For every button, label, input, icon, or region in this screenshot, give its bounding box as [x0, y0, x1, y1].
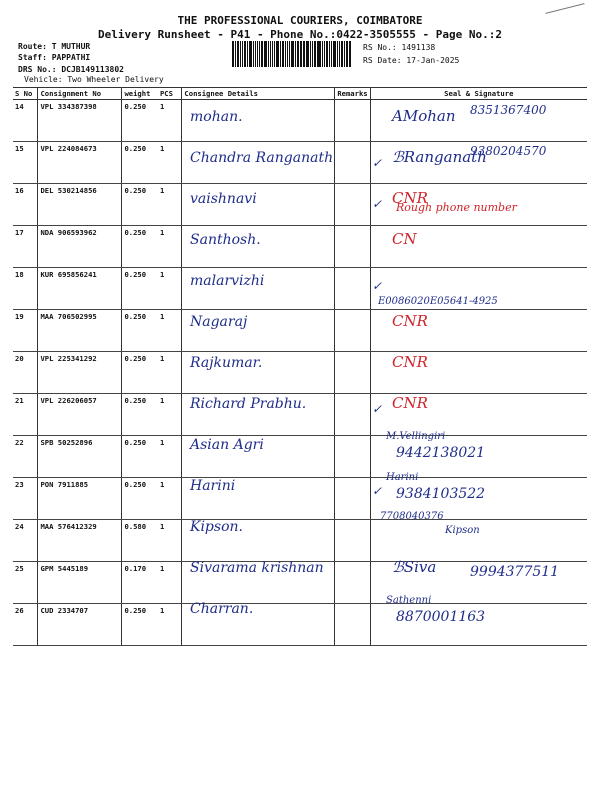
row-consignment-no: MAA 576412329: [38, 520, 122, 562]
barcode-bar: [306, 41, 309, 67]
row-pcs: 1: [158, 478, 182, 520]
vehicle-label: Vehicle: Two Wheeler Delivery: [24, 75, 164, 84]
row-consignment-no: GPM 5445189: [38, 562, 122, 604]
route-label: Route: T MUTHUR: [18, 42, 91, 51]
col-sno: S No: [13, 88, 38, 100]
row-sno: 15: [13, 142, 38, 184]
row-consignment-no: PON 7911885: [38, 478, 122, 520]
col-consignment: Consignment No: [38, 88, 122, 100]
barcode-bar: [331, 41, 333, 67]
row-sno: 19: [13, 310, 38, 352]
signature-primary: CNR: [392, 394, 428, 412]
row-consignment-no: VPL 225341292: [38, 352, 122, 394]
row-remarks-cell: [335, 142, 370, 184]
row-weight: 0.250: [122, 184, 158, 226]
table-row: [13, 268, 587, 310]
row-pcs: 1: [158, 520, 182, 562]
barcode-bar: [300, 41, 301, 67]
signature-secondary: Rough phone number: [396, 201, 517, 214]
remark-checkmark: ✓: [372, 402, 383, 416]
row-sno: 20: [13, 352, 38, 394]
handwritten-consignee: malarvizhi: [190, 273, 265, 289]
row-weight: 0.250: [122, 100, 158, 142]
barcode-bar: [235, 41, 236, 67]
barcode-bar: [318, 41, 321, 67]
barcode-bar: [295, 41, 296, 67]
row-consignment-no: DEL 530214856: [38, 184, 122, 226]
barcode-bar: [232, 41, 234, 67]
signature-secondary: 9384103522: [396, 486, 486, 502]
barcode-bar: [349, 41, 351, 67]
row-remarks-cell: [335, 310, 370, 352]
handwritten-consignee: Chandra Ranganath: [190, 150, 334, 166]
barcode-bar: [276, 41, 279, 67]
table-row: [13, 310, 587, 352]
row-remarks-cell: [335, 352, 370, 394]
company-title: THE PROFESSIONAL COURIERS, COIMBATORE: [177, 14, 423, 27]
remark-checkmark: ✓: [372, 156, 383, 170]
row-weight: 0.580: [122, 520, 158, 562]
row-pcs: 1: [158, 142, 182, 184]
signature-secondary: 9380204570: [470, 144, 547, 158]
barcode-bar: [280, 41, 281, 67]
row-consignment-no: VPL 334387398: [38, 100, 122, 142]
row-remarks-cell: [335, 226, 370, 268]
corner-pen-mark: [545, 3, 584, 14]
barcode-bar: [287, 41, 288, 67]
row-remarks-cell: [335, 436, 370, 478]
barcode-bar: [268, 41, 269, 67]
handwritten-consignee: Nagaraj: [190, 314, 248, 330]
row-pcs: 1: [158, 310, 182, 352]
barcode-bar: [291, 41, 294, 67]
row-weight: 0.250: [122, 436, 158, 478]
signature-primary: Sathenni: [386, 595, 432, 606]
row-remarks-cell: [335, 562, 370, 604]
barcode-bar: [259, 41, 260, 67]
row-sno: 18: [13, 268, 38, 310]
signature-secondary: 8870001163: [396, 609, 486, 625]
row-remarks-cell: [335, 100, 370, 142]
handwritten-consignee: mohan.: [190, 109, 243, 125]
signature-primary: CNR: [392, 353, 428, 371]
handwritten-consignee: Rajkumar.: [190, 355, 263, 371]
row-weight: 0.250: [122, 310, 158, 352]
signature-secondary: 9442138021: [396, 445, 486, 461]
barcode-bar: [324, 41, 325, 67]
rs-number: RS No.: 1491138: [363, 43, 436, 52]
row-pcs: 1: [158, 100, 182, 142]
row-consignment-no: VPL 226206057: [38, 394, 122, 436]
barcode-bar: [333, 41, 336, 67]
row-consignment-no: SPB 50252896: [38, 436, 122, 478]
row-remarks-cell: [335, 478, 370, 520]
row-sno: 26: [13, 604, 38, 646]
table-header-row: [13, 88, 587, 100]
row-remarks-cell: [335, 604, 370, 646]
row-sno: 23: [13, 478, 38, 520]
barcode-bar: [301, 41, 302, 67]
col-seal-signature: Seal & Signature: [370, 88, 587, 100]
signature-primary: Harini: [386, 472, 419, 483]
handwritten-consignee: Santhosh.: [190, 232, 261, 248]
runsheet-subtitle: Delivery Runsheet - P41 - Phone No.:0422-3505555 - Page No.:2: [98, 28, 502, 41]
row-remarks-cell: [335, 394, 370, 436]
row-remarks-cell: [335, 268, 370, 310]
row-sno: 17: [13, 226, 38, 268]
barcode-bar: [253, 41, 255, 67]
signature-primary: CNR: [392, 189, 428, 207]
barcode-bar: [255, 41, 256, 67]
remark-checkmark: ✓: [372, 279, 383, 293]
row-pcs: 1: [158, 184, 182, 226]
barcode-bar: [310, 41, 311, 67]
barcode-bar: [257, 41, 258, 67]
barcode-bar: [282, 41, 284, 67]
row-sno: 16: [13, 184, 38, 226]
barcode-bar: [317, 41, 318, 67]
table-row: [13, 352, 587, 394]
signature-primary: 7708040376: [380, 511, 444, 522]
row-remarks-cell: [335, 184, 370, 226]
rs-date: RS Date: 17-Jan-2025: [363, 56, 460, 65]
table-row: [13, 478, 587, 520]
barcode-bar: [274, 41, 275, 67]
signature-secondary: 8351367400: [470, 103, 547, 117]
handwritten-consignee: Harini: [190, 478, 236, 494]
col-consignee: Consignee Details: [182, 88, 335, 100]
row-remarks-cell: [335, 520, 370, 562]
barcode-bar: [270, 41, 272, 67]
signature-primary: CN: [392, 230, 417, 248]
barcode-bar: [247, 41, 248, 67]
signature-secondary: 9994377511: [470, 564, 560, 580]
row-weight: 0.250: [122, 394, 158, 436]
col-pcs: PCS: [158, 88, 182, 100]
barcode-bar: [337, 41, 338, 67]
barcode-bar: [244, 41, 246, 67]
barcode-bar: [237, 41, 240, 67]
handwritten-consignee: Charran.: [190, 601, 254, 617]
handwritten-consignee: vaishnavi: [190, 191, 257, 207]
barcode-bar: [312, 41, 313, 67]
row-pcs: 1: [158, 436, 182, 478]
barcode-bar: [341, 41, 343, 67]
row-pcs: 1: [158, 394, 182, 436]
signature-primary: ℬRanganath: [392, 148, 487, 166]
barcode-bar: [329, 41, 330, 67]
barcode-image: [232, 41, 352, 67]
signature-primary: M.Vellingiri: [386, 431, 446, 442]
handwritten-consignee: Asian Agri: [190, 437, 264, 453]
row-weight: 0.250: [122, 142, 158, 184]
col-weight: weight: [122, 88, 158, 100]
signature-primary: ℬSiva: [392, 558, 437, 576]
row-consignment-no: VPL 224084673: [38, 142, 122, 184]
row-sno: 14: [13, 100, 38, 142]
barcode-bar: [297, 41, 299, 67]
row-sno: 22: [13, 436, 38, 478]
row-weight: 0.250: [122, 226, 158, 268]
table-row: [13, 520, 587, 562]
remark-checkmark: ✓: [372, 197, 383, 211]
row-sno: 21: [13, 394, 38, 436]
handwritten-consignee: Richard Prabhu.: [190, 396, 307, 412]
row-consignment-no: KUR 695856241: [38, 268, 122, 310]
handwritten-consignee: Kipson.: [190, 519, 243, 535]
barcode-bar: [303, 41, 305, 67]
table-row: [13, 436, 587, 478]
row-weight: 0.250: [122, 478, 158, 520]
barcode-bar: [272, 41, 273, 67]
barcode-bar: [249, 41, 252, 67]
signature-secondary: Kipson: [445, 525, 480, 536]
barcode-bar: [344, 41, 345, 67]
table-row: [13, 604, 587, 646]
barcode-bar: [240, 41, 241, 67]
col-remarks: Remarks: [335, 88, 370, 100]
remark-checkmark: ✓: [372, 484, 383, 498]
barcode-bar: [314, 41, 316, 67]
staff-label: Staff: PAPPATHI: [18, 53, 91, 62]
row-sno: 24: [13, 520, 38, 562]
barcode-bar: [322, 41, 323, 67]
row-pcs: 1: [158, 562, 182, 604]
barcode-bar: [285, 41, 287, 67]
barcode-bar: [289, 41, 290, 67]
table-row: [13, 226, 587, 268]
row-consignment-no: CUD 2334707: [38, 604, 122, 646]
barcode-bar: [346, 41, 349, 67]
drs-label: DRS No.: DCJB149113802: [18, 65, 124, 74]
row-pcs: 1: [158, 352, 182, 394]
handwritten-consignee: Sivarama krishnan: [190, 560, 324, 576]
barcode-bar: [242, 41, 243, 67]
signature-primary: CNR: [392, 312, 428, 330]
barcode-bar: [339, 41, 340, 67]
row-weight: 0.250: [122, 604, 158, 646]
signature-primary: AMohan: [392, 107, 456, 125]
row-weight: 0.170: [122, 562, 158, 604]
signature-secondary: E0086020E05641-4925: [378, 296, 498, 307]
row-pcs: 1: [158, 226, 182, 268]
row-consignment-no: NDA 906593962: [38, 226, 122, 268]
row-weight: 0.250: [122, 352, 158, 394]
row-pcs: 1: [158, 268, 182, 310]
row-sno: 25: [13, 562, 38, 604]
barcode-bar: [261, 41, 263, 67]
row-pcs: 1: [158, 604, 182, 646]
row-weight: 0.250: [122, 268, 158, 310]
barcode-bar: [326, 41, 328, 67]
barcode-bar: [264, 41, 267, 67]
row-consignment-no: MAA 706502995: [38, 310, 122, 352]
